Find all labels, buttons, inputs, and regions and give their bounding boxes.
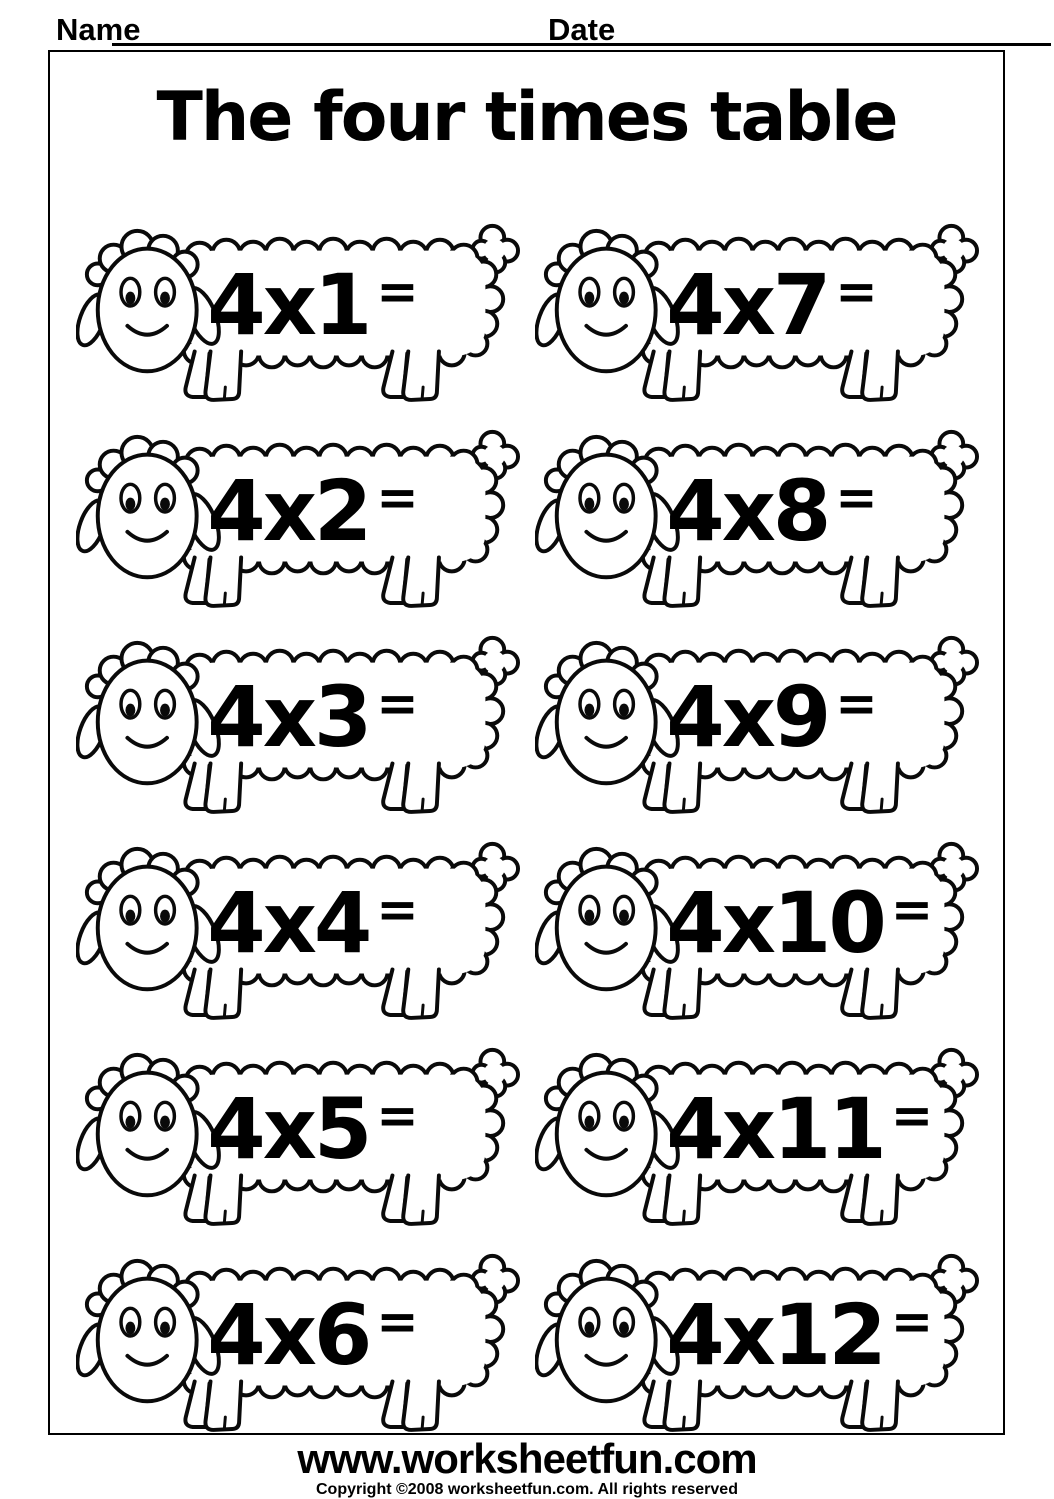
equals-sign: = (835, 674, 878, 734)
worksheet-title: The four times table (156, 78, 897, 157)
problem-expression: 4x10 (666, 873, 884, 972)
footer-copyright: Copyright ©2008 worksheetfun.com. All rights reserved (316, 1481, 738, 1498)
equals-sign: = (376, 674, 419, 734)
problem-expression: 4x2 (207, 461, 370, 560)
equals-sign: = (890, 1292, 934, 1352)
sheep-cell (76, 822, 521, 1028)
equals-sign: = (376, 880, 419, 940)
problem-text (666, 834, 975, 1011)
sheep-cell (76, 1234, 521, 1440)
problem-expression: 4x12 (666, 1285, 884, 1384)
problem-expression: 4x11 (666, 1079, 884, 1178)
sheep-cell (535, 616, 980, 822)
problem-text (666, 422, 975, 599)
sheep-cell (535, 1234, 980, 1440)
sheep-cell (76, 1028, 521, 1234)
problem-text (207, 1246, 516, 1423)
equals-sign: = (376, 468, 419, 528)
problem-text (207, 1040, 516, 1217)
footer-website: www.worksheetfun.com (297, 1435, 757, 1482)
problem-text (666, 1246, 975, 1423)
sheep-cell (535, 822, 980, 1028)
equals-sign: = (376, 262, 419, 322)
problem-text (666, 216, 975, 393)
sheep-cell (535, 1028, 980, 1234)
equals-sign: = (890, 1086, 934, 1146)
problem-text (207, 422, 516, 599)
name-date-write-line (112, 43, 1051, 46)
problem-expression: 4x9 (666, 667, 829, 766)
problem-text (207, 216, 516, 393)
problem-expression: 4x5 (207, 1079, 370, 1178)
footer (0, 1435, 1054, 1499)
equals-sign: = (376, 1086, 419, 1146)
problem-text (666, 628, 975, 805)
problem-expression: 4x1 (207, 255, 370, 354)
name-label: Name (56, 12, 141, 47)
sheep-cell (76, 616, 521, 822)
date-label: Date (548, 12, 616, 47)
problem-text (666, 1040, 975, 1217)
equals-sign: = (890, 880, 934, 940)
problem-expression: 4x8 (666, 461, 829, 560)
problem-expression: 4x6 (207, 1285, 370, 1384)
equals-sign: = (835, 468, 878, 528)
problem-expression: 4x7 (666, 255, 829, 354)
problem-expression: 4x4 (207, 873, 370, 972)
sheep-cell (76, 204, 521, 410)
worksheet-box (48, 50, 1005, 1435)
sheep-grid (76, 204, 980, 1440)
equals-sign: = (835, 262, 878, 322)
sheep-cell (76, 410, 521, 616)
problem-text (207, 834, 516, 1011)
equals-sign: = (376, 1292, 419, 1352)
sheep-cell (535, 204, 980, 410)
problem-expression: 4x3 (207, 667, 370, 766)
sheep-cell (535, 410, 980, 616)
problem-text (207, 628, 516, 805)
